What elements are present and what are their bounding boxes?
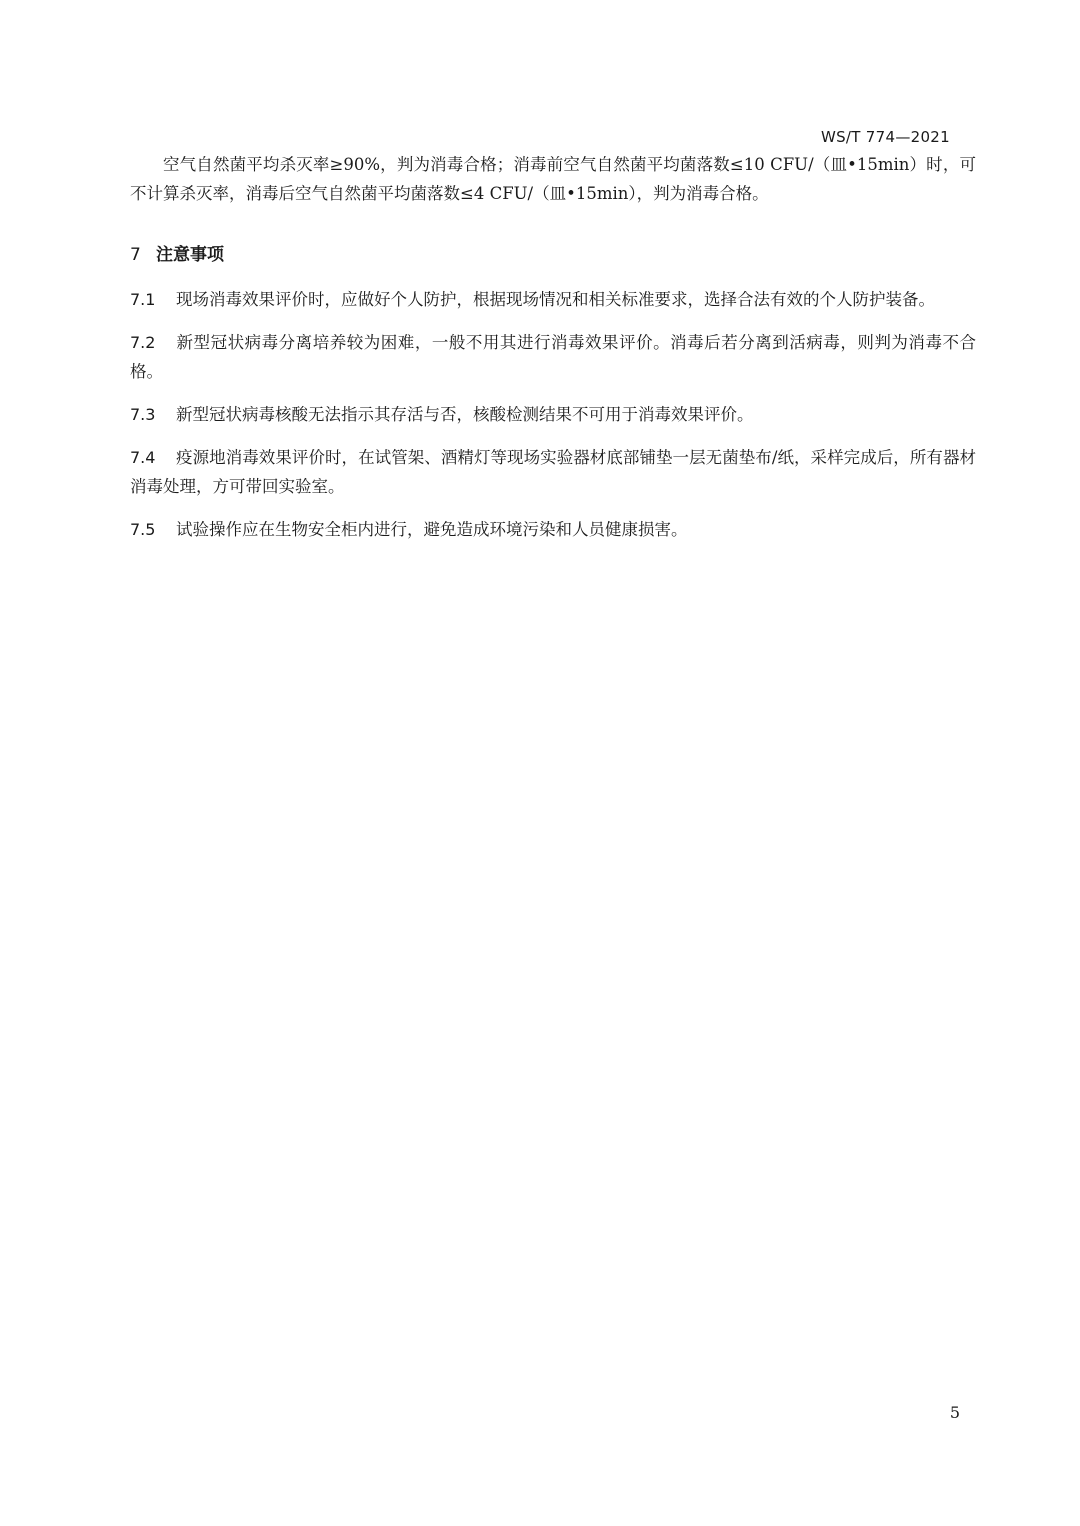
item-text: 现场消毒效果评价时，应做好个人防护，根据现场情况和相关标准要求，选择合法有效的个人防护装备。 bbox=[176, 290, 935, 309]
item-number: 7.5 bbox=[130, 520, 156, 539]
item-text: 疫源地消毒效果评价时，在试管架、酒精灯等现场实验器材底部铺垫一层无菌垫布/纸，采样完成后，所有器材消毒处理，方可带回实验室。 bbox=[130, 448, 976, 496]
section-items bbox=[130, 285, 976, 544]
item-text: 试验操作应在生物安全柜内进行，避免造成环境污染和人员健康损害。 bbox=[176, 520, 688, 539]
standard-code: WS/T 774—2021 bbox=[820, 128, 950, 146]
intro-paragraph: 空气自然菌平均杀灭率≥90%，判为消毒合格；消毒前空气自然菌平均菌落数≤10 CFU/（皿•15min）时，可不计算杀灭率，消毒后空气自然菌平均菌落数≤4 CFU/（皿•15min），判为消毒合格。 bbox=[130, 155, 976, 203]
item-text: 新型冠状病毒分离培养较为困难，一般不用其进行消毒效果评价。消毒后若分离到活病毒，则判为消毒不合格。 bbox=[130, 333, 976, 381]
list-item bbox=[130, 285, 976, 314]
document-body bbox=[130, 150, 976, 544]
item-number: 7.4 bbox=[130, 448, 156, 467]
item-number: 7.3 bbox=[130, 405, 156, 424]
item-text: 新型冠状病毒核酸无法指示其存活与否，核酸检测结果不可用于消毒效果评价。 bbox=[176, 405, 754, 424]
list-item bbox=[130, 443, 976, 501]
list-item bbox=[130, 328, 976, 386]
list-item bbox=[130, 400, 976, 429]
section-heading bbox=[130, 241, 976, 269]
list-item bbox=[130, 515, 976, 544]
section-title: 注意事项 bbox=[156, 245, 224, 265]
section-number: 7 bbox=[130, 245, 141, 265]
item-number: 7.1 bbox=[130, 290, 156, 309]
item-number: 7.2 bbox=[130, 333, 156, 352]
page-number: 5 bbox=[949, 1403, 960, 1422]
